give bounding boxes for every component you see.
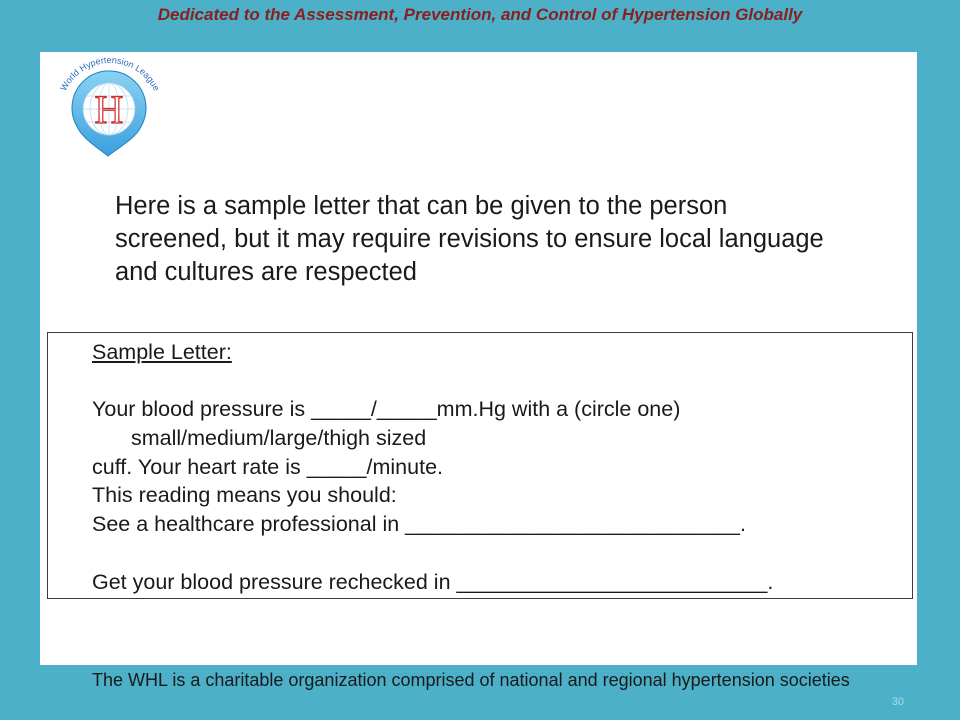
letter-line: cuff. Your heart rate is _____/minute. bbox=[92, 454, 444, 479]
world-hypertension-league-logo bbox=[52, 55, 168, 159]
letter-line: small/medium/large/thigh sized bbox=[131, 426, 427, 451]
sample-letter-box bbox=[47, 332, 913, 599]
logo-letter-h: H bbox=[94, 87, 124, 132]
letter-spacer bbox=[92, 367, 773, 396]
letter-line: Your blood pressure is _____/_____mm.Hg with a (circle one) bbox=[92, 397, 681, 422]
letter-heading: Sample Letter: bbox=[92, 340, 232, 364]
intro-line: and cultures are respected bbox=[115, 258, 417, 286]
letter-line: See a healthcare professional in ____________________________. bbox=[92, 512, 746, 537]
slide-tagline: Dedicated to the Assessment, Prevention, and Control of Hypertension Globally bbox=[157, 5, 803, 24]
intro-paragraph bbox=[115, 190, 824, 289]
letter-line: Get your blood pressure rechecked in __________________________. bbox=[92, 569, 774, 594]
intro-line: screened, but it may require revisions to ensure local language bbox=[115, 225, 824, 253]
letter-spacer bbox=[92, 539, 773, 568]
intro-line: Here is a sample letter that can be given to the person bbox=[115, 192, 728, 220]
footer-text: The WHL is a charitable organization comprised of national and regional hypertension societies bbox=[92, 670, 850, 690]
sample-letter-content bbox=[92, 338, 773, 596]
letter-line: This reading means you should: bbox=[92, 483, 397, 508]
logo-arc-text: World Hypertension League bbox=[58, 55, 162, 93]
page-number: 30 bbox=[891, 696, 904, 708]
